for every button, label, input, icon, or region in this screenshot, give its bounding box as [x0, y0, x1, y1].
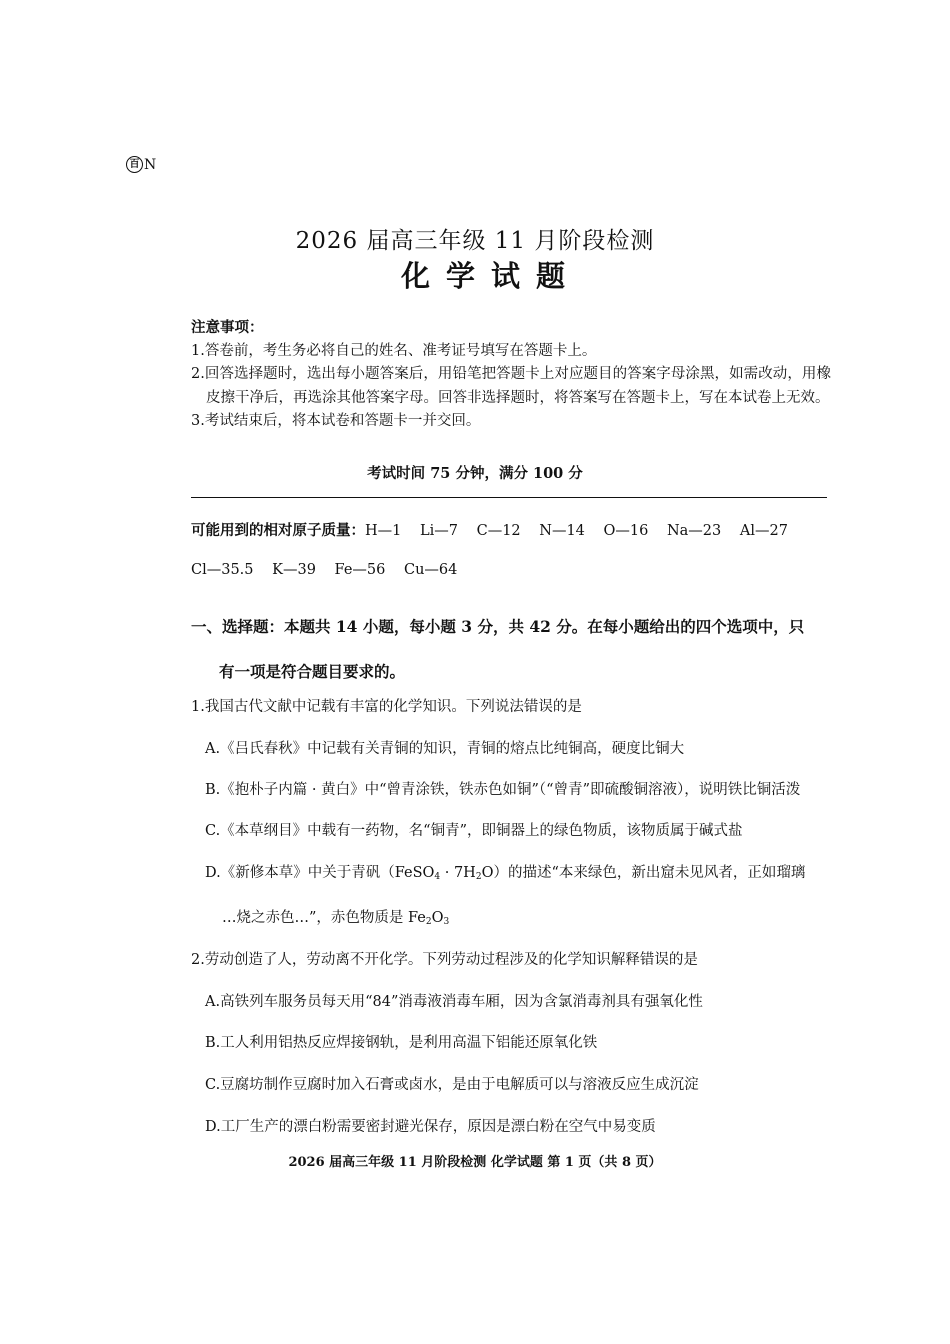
question-2-option-a: A.高铁列车服务员每天用“84”消毒液消毒车厢，因为含氯消毒剂具有强氧化性	[205, 994, 703, 1010]
question-1-option-d-continued	[222, 906, 449, 927]
notice-item-1: 1.答卷前，考生务必将自己的姓名、准考证号填写在答题卡上。	[191, 342, 597, 359]
question-1-option-b: B.《抱朴子内篇 · 黄白》中“曾青涂铁，铁赤色如铜”（“曾青”即硫酸铜溶液），说明铁比铜活泼	[205, 782, 801, 798]
atomic-mass-item: Cl—35.5	[191, 562, 254, 578]
subscript: 3	[443, 917, 450, 927]
atomic-masses-label: 可能用到的相对原子质量：	[191, 522, 365, 539]
option-d-text: O	[431, 910, 444, 926]
question-2-stem: 2.劳动创造了人，劳动离不开化学。下列劳动过程涉及的化学知识解释错误的是	[191, 952, 698, 968]
publisher-logo	[126, 156, 156, 173]
atomic-mass-item: Fe—56	[334, 562, 386, 578]
page-footer: 2026 届高三年级 11 月阶段检测 化学试题 第 1 页（共 8 页）	[288, 1155, 662, 1170]
atomic-mass-item: N—14	[539, 523, 585, 539]
divider-line	[191, 497, 827, 498]
notice-block	[191, 316, 831, 434]
logo-suffix: N	[144, 156, 157, 173]
section-heading-line-1: 一、选择题：本题共 14 小题，每小题 3 分，共 42 分。在每小题给出的四个选项中，只	[191, 617, 805, 636]
option-d-text: O）的描述“本来绿色，新出窟未见风者，正如瑠璃	[481, 865, 806, 881]
exam-time-info: 考试时间 75 分钟，满分 100 分	[367, 465, 583, 482]
option-d-text: D.《新修本草》中关于青矾（FeSO	[205, 865, 435, 881]
section-heading	[191, 604, 831, 694]
atomic-mass-item: Al—27	[739, 523, 788, 539]
subject-title: 化学试题	[400, 259, 581, 293]
atomic-mass-item: Cu—64	[403, 562, 458, 578]
option-d-text: · 7H	[440, 865, 476, 881]
atomic-mass-item: O—16	[603, 523, 649, 539]
question-2-option-d: D.工厂生产的漂白粉需要密封避光保存，原因是漂白粉在空气中易变质	[205, 1119, 656, 1135]
atomic-mass-item: Na—23	[666, 523, 722, 539]
question-1-option-c: C.《本草纲目》中载有一药物，名“铜青”，即铜器上的绿色物质，该物质属于碱式盐	[205, 823, 743, 839]
option-d-text: …烧之赤色…”，赤色物质是 Fe	[222, 910, 426, 926]
question-2-option-c: C.豆腐坊制作豆腐时加入石膏或卤水，是由于电解质可以与溶液反应生成沉淀	[205, 1077, 699, 1093]
logo-circle-mark: 百	[126, 156, 143, 173]
question-1-stem: 1.我国古代文献中记载有丰富的化学知识。下列说法错误的是	[191, 699, 582, 715]
subscript: 4	[434, 872, 441, 882]
subscript: 2	[475, 872, 482, 882]
notice-title: 注意事项：	[191, 319, 264, 336]
question-1-option-a: A.《吕氏春秋》中记载有关青铜的知识，青铜的熔点比纯铜高，硬度比铜大	[205, 741, 685, 757]
notice-item-3: 3.考试结束后，将本试卷和答题卡一并交回。	[191, 413, 481, 429]
atomic-masses-line-1	[191, 519, 802, 540]
notice-item-2: 2.回答选择题时，选出每小题答案后，用铅笔把答题卡上对应题目的答案字母涂黑，如需改动，用橡皮擦干净后，再选涂其他答案字母。回答非选择题时，将答案写在答题卡上，写在本试卷上无效。	[191, 366, 831, 406]
atomic-masses-line-2	[191, 562, 471, 578]
subscript: 2	[425, 917, 432, 927]
atomic-mass-item: C—12	[476, 523, 521, 539]
atomic-mass-item: Li—7	[419, 523, 458, 539]
exam-title: 2026 届高三年级 11 月阶段检测	[295, 228, 655, 254]
atomic-mass-item: H—1	[365, 523, 402, 539]
question-1-option-d	[205, 861, 805, 882]
atomic-mass-item: K—39	[272, 562, 316, 578]
section-heading-line-2: 有一项是符合题目要求的。	[219, 662, 406, 681]
question-2-option-b: B.工人利用铝热反应焊接钢轨，是利用高温下铝能还原氧化铁	[205, 1035, 598, 1051]
